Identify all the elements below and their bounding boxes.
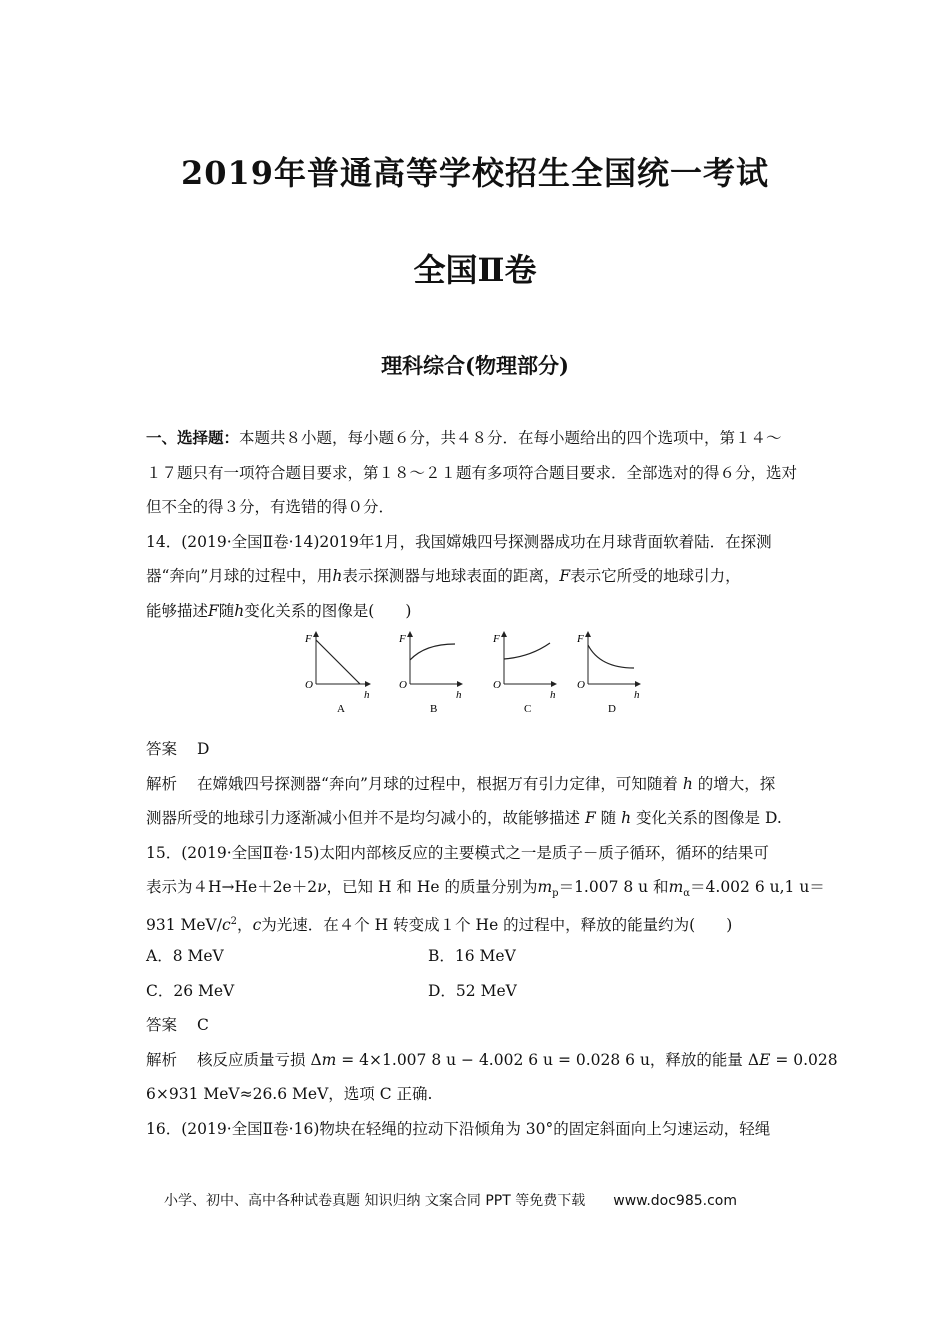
footer xyxy=(164,1190,737,1210)
intro-line: 但不全的得３分，有选错的得０分． xyxy=(146,498,395,516)
graph-a xyxy=(304,632,370,715)
graph-c-axis-y: F xyxy=(493,633,500,645)
intro-line: １７题只有一项符合题目要求，第１８～２１题有多项符合题目要求．全部选对的得６分，选对 xyxy=(146,463,798,482)
q15-answer: 答案 C xyxy=(146,1016,209,1034)
graph-d-origin: O xyxy=(577,679,585,691)
graph-a-origin: O xyxy=(305,679,313,691)
graph-d xyxy=(576,632,640,715)
page-title: 2019年普通高等学校招生全国统一考试 xyxy=(180,154,770,192)
footer-text: 小学、初中、高中各种试卷真题 知识归纳 文案合同 PPT 等免费下载 xyxy=(164,1193,586,1209)
q16-line: 16．(2019·全国Ⅱ卷·16)物块在轻绳的拉动下沿倾角为 30°的固定斜面向上匀速运动，轻绳 xyxy=(146,1119,771,1138)
q14-answer: 答案 D xyxy=(146,740,210,758)
q15-analysis: 解析 核反应质量亏损 Δm = 4×1.007 8 u − 4.002 6 u = 0.028 6 u，释放的能量 ΔE = 0.028 xyxy=(146,1050,838,1069)
document-body xyxy=(146,421,838,1146)
intro-label: 一、选择题： xyxy=(146,428,240,447)
graph-b-axis-x: h xyxy=(456,689,462,701)
q15-line: 931 MeV/$c^2$，c为光速．在４个 H 转变成１个 He 的过程中，释放的能量约为( ) xyxy=(146,915,733,934)
graph-c xyxy=(492,632,556,715)
graph-c-origin: O xyxy=(493,679,501,691)
option-c: C．26 MeV xyxy=(146,981,235,1000)
graph-d-axis-y: F xyxy=(577,633,584,645)
q15-options-row xyxy=(146,939,814,974)
q14-line: 能够描述F随h变化关系的图像是( ) xyxy=(146,601,412,620)
q15-line: 表示为４H→He＋2e＋2ν，已知 H 和 He 的质量分别为$m_p=1.007$ 8 u 和$m_\alpha=4.002$ 6 u,1 u＝ xyxy=(146,878,825,900)
option-b: B．16 MeV xyxy=(428,947,516,965)
graph-c-axis-x: h xyxy=(550,689,556,701)
q14-analysis: 解析 在嫦娥四号探测器“奔向”月球的过程中，根据万有引力定律，可知随着 h 的增大，探 xyxy=(146,774,776,793)
graph-b-origin: O xyxy=(399,679,407,691)
q14-graphs xyxy=(146,630,814,726)
graph-c-label: C xyxy=(524,703,532,715)
q15-options-row xyxy=(146,974,814,1009)
graph-a-curve xyxy=(316,640,360,684)
intro-line: 一、选择题：本题共８小题，每小题６分，共４８分．在每小题给出的四个选项中，第１４～ xyxy=(146,428,782,447)
option-d: D．52 MeV xyxy=(428,981,517,1000)
graph-a-axis-y: F xyxy=(305,633,312,645)
graph-b-label: B xyxy=(430,703,438,715)
graph-d-label: D xyxy=(608,703,616,715)
q14-line: 14．(2019·全国Ⅱ卷·14)2019年1月，我国嫦娥四号探测器成功在月球背面软着陆．在探测 xyxy=(146,532,772,551)
q14-line: 器“奔向”月球的过程中，用h表示探测器与地球表面的距离，F表示它所受的地球引力， xyxy=(146,567,741,585)
graph-d-curve xyxy=(588,645,634,668)
graph-d-axis-x: h xyxy=(634,689,640,701)
footer-link[interactable]: www.doc985.com xyxy=(613,1193,737,1209)
graph-b-curve xyxy=(410,644,455,660)
paper-subtitle: 全国Ⅱ卷 xyxy=(413,251,537,289)
graph-b xyxy=(398,632,462,715)
graph-a-label: A xyxy=(337,703,345,715)
graph-b-axis-y: F xyxy=(399,633,406,645)
q15-line: 15．(2019·全国Ⅱ卷·15)太阳内部核反应的主要模式之一是质子－质子循环，循环的结果可 xyxy=(146,843,769,862)
option-a: A．8 MeV xyxy=(146,947,224,965)
section-title: 理科综合(物理部分) xyxy=(381,353,569,378)
q14-analysis: 测器所受的地球引力逐渐减小但并不是均匀减小的，故能够描述 F 随 h 变化关系的图像是 D. xyxy=(146,809,782,827)
graph-c-curve xyxy=(504,643,550,659)
q15-analysis: 6×931 MeV≈26.6 MeV，选项 C 正确. xyxy=(146,1085,433,1103)
graph-a-axis-x: h xyxy=(364,689,370,701)
